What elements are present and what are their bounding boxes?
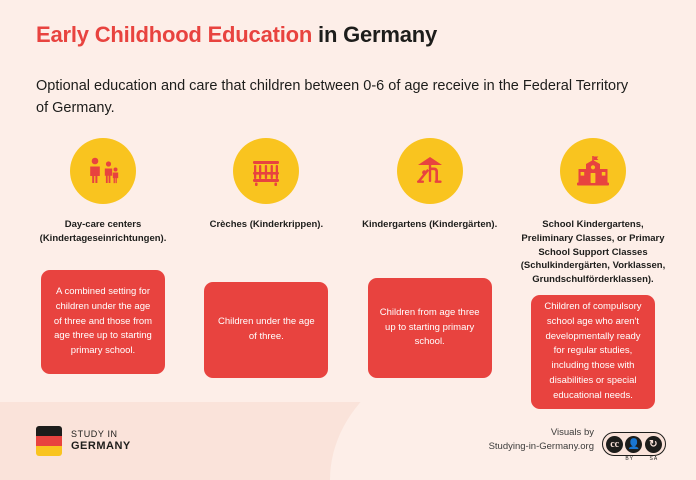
category-column-kindergartens xyxy=(355,138,505,378)
crib-icon xyxy=(233,138,299,204)
page-title-rest: in Germany xyxy=(312,22,438,47)
category-label: Kindergartens (Kindergärten). xyxy=(362,219,498,230)
category-label: Day-care centers (Kindertageseinrichtungen). xyxy=(39,219,167,244)
category-description: Children under the age of three. xyxy=(218,316,315,342)
credit-line-2: Studying-in-Germany.org xyxy=(488,440,594,452)
playground-slide-icon xyxy=(397,138,463,204)
logo-text xyxy=(71,429,131,454)
category-description-card xyxy=(368,278,492,378)
study-in-germany-logo xyxy=(36,426,131,456)
german-flag-icon xyxy=(36,426,62,456)
category-columns xyxy=(28,138,668,409)
cc-by-icon: 👤 xyxy=(625,436,642,453)
visuals-credit xyxy=(489,426,594,455)
creative-commons-badge xyxy=(602,432,666,456)
category-label: School Kindergartens, Preliminary Classes, or Primary School Support Classes (Schulkindergärten, Vorklassen, Grundschulförderklassen). xyxy=(520,219,666,286)
category-column-creches xyxy=(191,138,341,378)
cc-icon: cc xyxy=(606,436,623,453)
category-description: A combined setting for children under the age of three and those from age three up to starting primary school. xyxy=(53,286,153,357)
category-description-card xyxy=(204,282,328,378)
logo-line-2: GERMANY xyxy=(71,439,131,452)
cc-sa-icon: ↻ xyxy=(645,436,662,453)
category-description-card xyxy=(41,270,165,374)
category-description-card xyxy=(531,295,655,409)
category-column-school-kindergartens xyxy=(518,138,668,409)
family-childcare-icon xyxy=(70,138,136,204)
category-description: Children from age three up to starting primary school. xyxy=(379,306,480,348)
page-title-accent: Early Childhood Education xyxy=(36,22,313,47)
cc-by-label: BY xyxy=(625,456,634,462)
category-label: Crèches (Kinderkrippen). xyxy=(209,219,324,230)
cc-badge-sublabels xyxy=(602,456,666,462)
page-title xyxy=(36,22,437,48)
cc-sa-label: SA xyxy=(649,456,659,462)
category-description: Children of compulsory school age who aren't developmentally ready for regular studies, including those with disabilities or special educational needs. xyxy=(544,301,642,401)
category-column-daycare xyxy=(28,138,178,374)
logo-line-1: STUDY IN xyxy=(71,428,118,439)
credit-line-1: Visuals by xyxy=(550,426,594,438)
school-building-icon xyxy=(560,138,626,204)
page-subtitle: Optional education and care that children between 0-6 of age receive in the Federal Territory of Germany. xyxy=(36,78,629,116)
